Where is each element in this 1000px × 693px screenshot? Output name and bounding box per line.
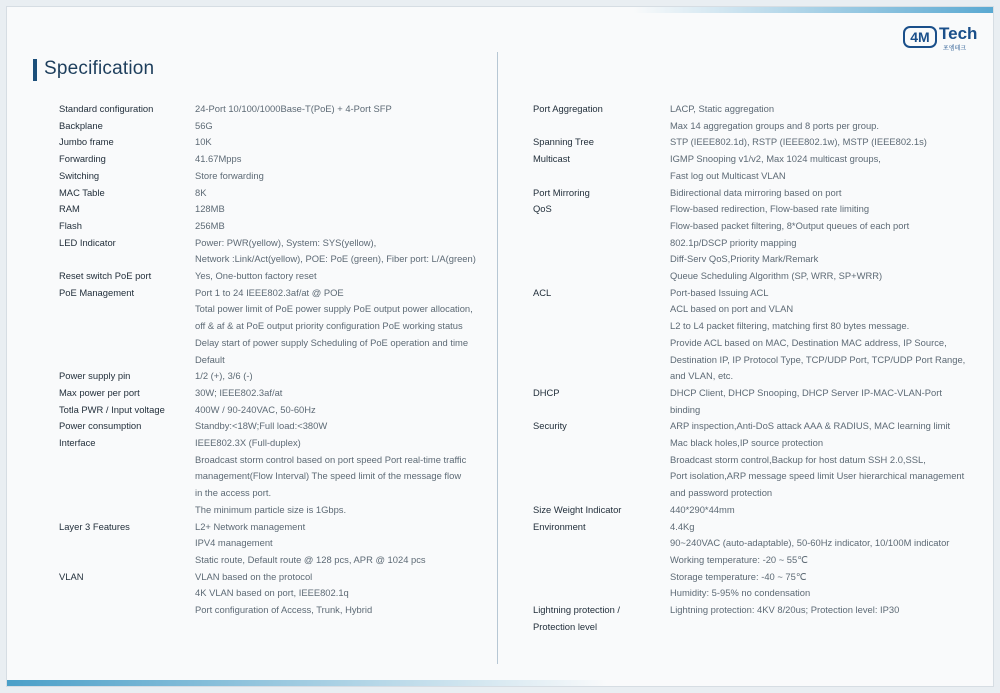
spec-row	[59, 134, 476, 151]
spec-row	[59, 368, 476, 385]
spec-value-line: 90~240VAC (auto-adaptable), 50-60Hz indicator, 10/100M indicator	[670, 537, 950, 549]
spec-row	[533, 185, 965, 202]
spec-label: PoE Management	[59, 286, 135, 298]
spec-row	[59, 418, 476, 435]
spec-value-line: Bidirectional data mirroring based on port	[670, 186, 842, 198]
spec-values	[670, 502, 735, 519]
spec-row	[59, 118, 476, 135]
spec-value-line: Working temperature: -20 ~ 55℃	[670, 553, 808, 565]
spec-values	[195, 569, 372, 619]
spec-value-line: Total power limit of PoE power supply PoE output power allocation,	[195, 303, 473, 315]
spec-values	[195, 168, 264, 185]
spec-row	[59, 268, 476, 285]
spec-row	[533, 201, 965, 285]
bottom-accent-line	[7, 680, 607, 686]
spec-value-line: Destination IP, IP Protocol Type, TCP/UDP Port, TCP/UDP Port Range,	[670, 353, 966, 365]
spec-row	[533, 134, 965, 151]
spec-row	[59, 185, 476, 202]
spec-label: Security	[533, 420, 567, 432]
spec-value-line: 128MB	[195, 203, 225, 215]
spec-value-line: Fast log out Multicast VLAN	[670, 169, 786, 181]
spec-value-line: IEEE802.3X (Full-duplex)	[195, 437, 301, 449]
logo-wordmark: Tech	[939, 24, 978, 43]
spec-values	[195, 235, 476, 268]
spec-values	[670, 201, 909, 285]
spec-values	[195, 201, 225, 218]
spec-row	[533, 101, 965, 134]
spec-value-line: Port 1 to 24 IEEE802.3af/at @ POE	[195, 286, 344, 298]
spec-values	[670, 101, 879, 134]
spec-row	[59, 435, 476, 519]
spec-values	[670, 134, 927, 151]
spec-value-line: Diff-Serv QoS,Priority Mark/Remark	[670, 253, 819, 265]
spec-value-line: 8K	[195, 186, 207, 198]
spec-label: Environment	[533, 520, 586, 532]
spec-values	[195, 402, 316, 419]
spec-label: Layer 3 Features	[59, 520, 130, 532]
spec-row	[59, 101, 476, 118]
spec-label: Max power per port	[59, 386, 140, 398]
spec-value-line: Mac black holes,IP source protection	[670, 437, 824, 449]
spec-row	[533, 385, 965, 418]
spec-label: Reset switch PoE port	[59, 270, 152, 282]
spec-label: VLAN	[59, 570, 84, 582]
spec-label: Interface	[59, 437, 96, 449]
spec-value-line: Broadcast storm control based on port speed Port real-time traffic	[195, 453, 467, 465]
spec-values	[195, 134, 212, 151]
spec-value-line: L2+ Network management	[195, 520, 306, 532]
spec-row	[533, 285, 965, 385]
spec-values	[670, 285, 965, 385]
spec-value-line: Provide ACL based on MAC, Destination MAC address, IP Source,	[670, 336, 947, 348]
spec-values	[195, 151, 241, 168]
spec-values	[195, 385, 282, 402]
company-logo	[903, 22, 981, 52]
spec-label: Totla PWR / Input voltage	[59, 403, 165, 415]
spec-value-line: Flow-based packet filtering, 8*Output queues of each port	[670, 219, 910, 231]
spec-row	[59, 201, 476, 218]
spec-value-line: Port configuration of Access, Trunk, Hybrid	[195, 604, 373, 616]
spec-value-line: and VLAN, etc.	[670, 370, 734, 382]
spec-value-line: 10K	[195, 136, 212, 148]
spec-values	[670, 185, 841, 202]
spec-value-line: 440*290*44mm	[670, 503, 735, 515]
spec-value-line: IGMP Snooping v1/v2, Max 1024 multicast groups,	[670, 153, 881, 165]
spec-row	[59, 285, 476, 369]
spec-row	[533, 602, 965, 635]
spec-row	[59, 402, 476, 419]
spec-values	[670, 385, 942, 418]
spec-value-line: Max 14 aggregation groups and 8 ports per group.	[670, 119, 879, 131]
spec-value-line: binding	[670, 403, 701, 415]
column-divider	[497, 52, 498, 664]
spec-values	[195, 368, 253, 385]
spec-value-line: 30W; IEEE802.3af/at	[195, 386, 283, 398]
spec-label: Port Aggregation	[533, 103, 603, 114]
spec-value-line: Store forwarding	[195, 169, 264, 181]
spec-value-line: Yes, One-button factory reset	[195, 270, 317, 282]
spec-value-line: 256MB	[195, 219, 225, 231]
spec-values	[195, 118, 213, 135]
spec-label: Power supply pin	[59, 370, 131, 382]
spec-label: ACL	[533, 286, 552, 298]
spec-label: Forwarding	[59, 153, 106, 165]
spec-values	[670, 602, 899, 635]
spec-value-line: Delay start of power supply Scheduling of PoE operation and time	[195, 336, 469, 348]
spec-column-left	[59, 101, 476, 619]
top-accent-line	[633, 7, 993, 13]
spec-value-line: Port isolation,ARP message speed limit User hierarchical management	[670, 470, 965, 482]
spec-label: DHCP	[533, 386, 560, 398]
spec-row	[59, 235, 476, 268]
spec-row	[59, 151, 476, 168]
spec-values	[195, 418, 327, 435]
spec-value-line: 4.4Kg	[670, 520, 695, 532]
logo-subtext: 포엠테크	[943, 46, 967, 52]
spec-value-line: 24-Port 10/100/1000Base-T(PoE) + 4-Port SFP	[195, 103, 392, 114]
spec-label: Spanning Tree	[533, 136, 594, 148]
spec-label: Power consumption	[59, 420, 142, 432]
spec-value-line: Storage temperature: -40 ~ 75℃	[670, 570, 807, 582]
spec-label: Size Weight Indicator	[533, 503, 622, 515]
spec-row	[59, 385, 476, 402]
spec-value-line: Port-based Issuing ACL	[670, 286, 769, 298]
spec-value-line: Broadcast storm control,Backup for host datum SSH 2.0,SSL,	[670, 453, 926, 465]
spec-value-line: in the access port.	[195, 487, 272, 499]
title-accent-bar	[33, 59, 37, 81]
spec-values	[195, 285, 473, 369]
spec-values	[195, 218, 225, 235]
spec-values	[670, 151, 881, 184]
spec-value-line: Humidity: 5-95% no condensation	[670, 587, 811, 599]
spec-value-line: Queue Scheduling Algorithm (SP, WRR, SP+WRR)	[670, 270, 883, 282]
spec-label: Port Mirroring	[533, 186, 590, 198]
spec-row	[59, 218, 476, 235]
spec-label: Switching	[59, 169, 100, 181]
spec-value-line: DHCP Client, DHCP Snooping, DHCP Server IP-MAC-VLAN-Port	[670, 386, 942, 398]
spec-value-line: Standby:<18W;Full load:<380W	[195, 420, 328, 432]
spec-values	[670, 519, 949, 603]
spec-values	[195, 101, 392, 118]
spec-value-line: Power: PWR(yellow), System: SYS(yellow),	[195, 236, 377, 248]
spec-label: Standard configuration	[59, 103, 154, 114]
spec-value-line: Static route, Default route @ 128 pcs, APR @ 1024 pcs	[195, 553, 426, 565]
spec-row	[59, 569, 476, 619]
spec-row	[59, 519, 476, 569]
spec-label: Lightning protection / Protection level	[533, 604, 621, 632]
spec-row	[533, 151, 965, 184]
spec-label: Jumbo frame	[59, 136, 114, 148]
spec-label: LED Indicator	[59, 236, 116, 248]
spec-value-line: L2 to L4 packet filtering, matching first 80 bytes message.	[670, 320, 910, 332]
logo-mark: 4M	[903, 26, 937, 48]
spec-value-line: management(Flow Interval) The speed limit of the message flow	[195, 470, 462, 482]
spec-values	[195, 519, 426, 569]
spec-value-line: off & af & at PoE output priority configuration PoE working status	[195, 320, 463, 332]
spec-value-line: STP (IEEE802.1d), RSTP (IEEE802.1w), MSTP (IEEE802.1s)	[670, 136, 927, 148]
spec-values	[195, 268, 317, 285]
spec-values	[670, 418, 964, 502]
spec-value-line: Default	[195, 353, 225, 365]
spec-value-line: IPV4 management	[195, 537, 273, 549]
page-title: Specification	[44, 58, 155, 79]
spec-value-line: VLAN based on the protocol	[195, 570, 313, 582]
spec-value-line: ACL based on port and VLAN	[670, 303, 794, 315]
spec-value-line: 802.1p/DSCP priority mapping	[670, 236, 797, 248]
spec-row	[533, 418, 965, 502]
spec-row	[533, 502, 965, 519]
spec-value-line: Lightning protection: 4KV 8/20us; Protection level: IP30	[670, 604, 900, 616]
spec-row	[59, 168, 476, 185]
spec-value-line: ARP inspection,Anti-DoS attack AAA & RADIUS, MAC learning limit	[670, 420, 951, 432]
spec-value-line: 1/2 (+), 3/6 (-)	[195, 370, 253, 382]
spec-value-line: 56G	[195, 119, 213, 131]
spec-value-line: 400W / 90-240VAC, 50-60Hz	[195, 403, 316, 415]
spec-value-line: Network :Link/Act(yellow), POE: PoE (green), Fiber port: L/A(green)	[195, 253, 476, 265]
spec-label: QoS	[533, 203, 552, 215]
spec-column-right	[533, 101, 965, 636]
spec-row	[533, 519, 965, 603]
spec-values	[195, 185, 206, 202]
spec-value-line: The minimum particle size is 1Gbps.	[195, 503, 347, 515]
spec-label: Multicast	[533, 153, 570, 165]
spec-label: Flash	[59, 219, 82, 231]
spec-label: MAC Table	[59, 186, 105, 198]
spec-values	[195, 435, 466, 519]
spec-label: Backplane	[59, 119, 103, 131]
spec-value-line: LACP, Static aggregation	[670, 103, 775, 114]
spec-value-line: 41.67Mpps	[195, 153, 242, 165]
spec-value-line: 4K VLAN based on port, IEEE802.1q	[195, 587, 349, 599]
spec-value-line: Flow-based redirection, Flow-based rate limiting	[670, 203, 870, 215]
spec-label: RAM	[59, 203, 80, 215]
spec-value-line: and password protection	[670, 487, 773, 499]
